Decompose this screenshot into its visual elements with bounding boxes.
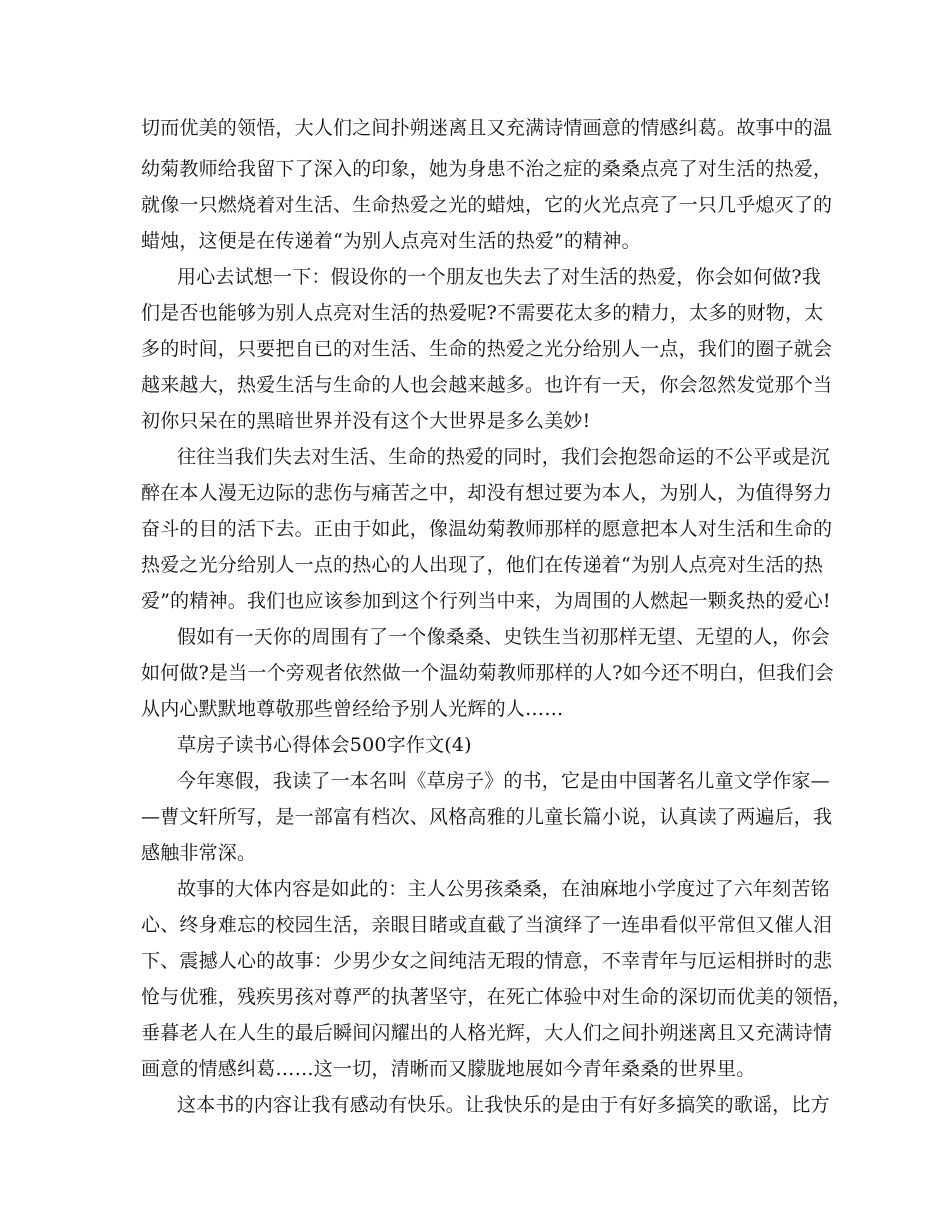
section-heading: 草房子读书心得体会500字作文(4) <box>177 734 472 756</box>
paragraph-first-line: 往往当我们失去对生活、生命的热爱的同时，我们会抱怨命运的不公平或是沉 <box>177 446 830 468</box>
text-line: 就像一只燃烧着对生活、生命热爱之光的蜡烛，它的火光点亮了一只几乎熄灭了的 <box>141 194 833 216</box>
text-line: 们是否也能够为别人点亮对生活的热爱呢?不需要花太多的精力，太多的财物，太 <box>141 302 824 324</box>
text-line: —曹文轩所写，是一部富有档次、风格高雅的儿童长篇小说，认真读了两遍后，我 <box>141 806 833 828</box>
paragraph-first-line: 故事的大体内容是如此的：主人公男孩桑桑，在油麻地小学度过了六年刻苦铭 <box>177 878 830 900</box>
text-line: 奋斗的目的活下去。正由于如此，像温幼菊教师那样的愿意把本人对生活和生命的 <box>141 518 833 540</box>
text-line: 如何做?是当一个旁观者依然做一个温幼菊教师那样的人?如今还不明白，但我们会 <box>141 662 834 684</box>
text-line: 下、震撼人心的故事：少男少女之间纯洁无瑕的情意，不幸青年与厄运相拼时的悲 <box>141 950 833 972</box>
text-line: 怆与优雅，残疾男孩对尊严的执著坚守，在死亡体验中对生命的深切而优美的领悟， <box>141 986 852 1008</box>
text-line: 醉在本人漫无边际的悲伤与痛苦之中，却没有想过要为本人，为别人，为值得努力 <box>141 482 833 504</box>
text-line: 爱”的精神。我们也应该参加到这个行列当中来，为周围的人燃起一颗炙热的爱心! <box>141 590 831 612</box>
paragraph-first-line: 今年寒假，我读了一本名叫《草房子》的书，它是由中国著名儿童文学作家— <box>177 770 830 792</box>
paragraph-first-line: 假如有一天你的周围有了一个像桑桑、史铁生当初那样无望、无望的人，你会 <box>177 626 830 648</box>
paragraph-first-line: 用心去试想一下：假设你的一个朋友也失去了对生活的热爱，你会如何做?我 <box>177 266 821 288</box>
text-line: 垂暮老人在人生的最后瞬间闪耀出的人格光辉，大人们之间扑朔迷离且又充满诗情 <box>141 1022 833 1044</box>
text-line: 画意的情感纠葛……这一切，清晰而又朦胧地展如今青年桑桑的世界里。 <box>141 1058 756 1080</box>
text-line: 多的时间，只要把自已的对生活、生命的热爱之光分给别人一点，我们的圈子就会 <box>141 338 833 360</box>
text-line: 初你只呆在的黑暗世界并没有这个大世界是多么美妙! <box>141 410 591 432</box>
text-line: 蜡烛，这便是在传递着“为别人点亮对生活的热爱”的精神。 <box>141 230 641 252</box>
paragraph-first-line: 这本书的内容让我有感动有快乐。让我快乐的是由于有好多搞笑的歌谣，比方 <box>177 1094 830 1116</box>
text-line: 心、终身难忘的校园生活，亲眼目睹或直截了当演绎了一连串看似平常但又催人泪 <box>141 914 833 936</box>
text-line: 从内心默默地尊敬那些曾经给予别人光辉的人…… <box>141 698 564 720</box>
text-line: 越来越大，热爱生活与生命的人也会越来越多。也许有一天，你会忽然发觉那个当 <box>141 374 833 396</box>
text-line: 感触非常深。 <box>141 842 257 864</box>
text-line: 切而优美的领悟，大人们之间扑朔迷离且又充满诗情画意的情感纠葛。故事中的温 <box>141 117 833 139</box>
text-line: 幼菊教师给我留下了深入的印象，她为身患不治之症的桑桑点亮了对生活的热爱， <box>141 158 833 180</box>
text-line: 热爱之光分给别人一点的热心的人出现了，他们在传递着“为别人点亮对生活的热 <box>141 554 823 576</box>
